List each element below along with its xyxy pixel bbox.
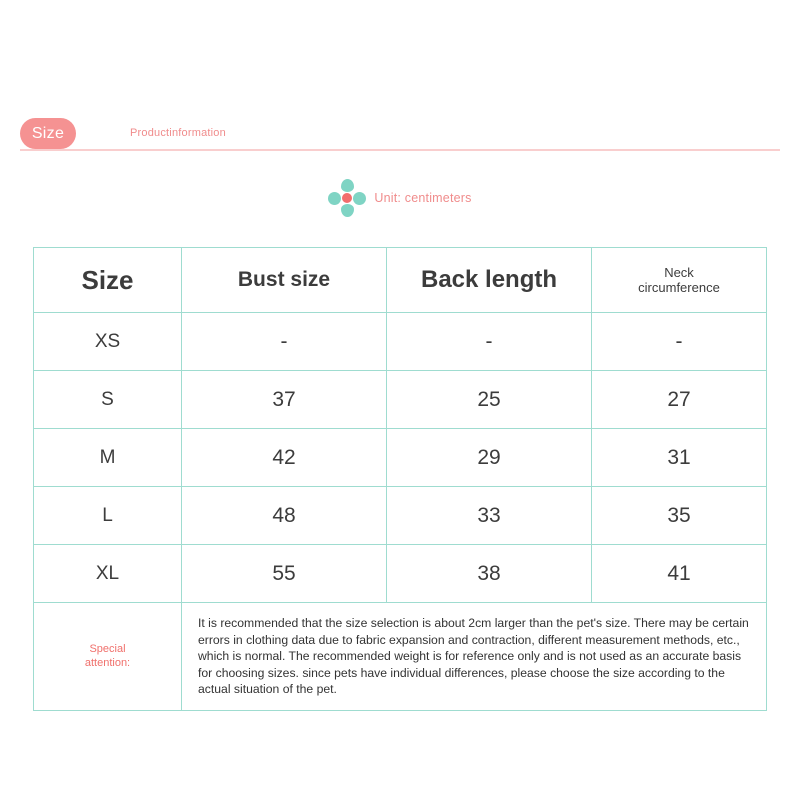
column-header-neck-line1: Neck <box>664 265 694 280</box>
column-header-bust-label: Bust size <box>237 268 331 291</box>
table-row <box>34 429 767 487</box>
flower-petal-right <box>353 192 366 205</box>
cell-back-length: - <box>387 313 592 371</box>
cell-bust: 48 <box>182 487 387 545</box>
size-table <box>33 247 767 711</box>
cell-back-length: 38 <box>387 545 592 603</box>
flower-petal-top <box>341 179 354 192</box>
cell-neck: 41 <box>592 545 767 603</box>
unit-row <box>0 178 800 218</box>
cell-bust: 55 <box>182 545 387 603</box>
cell-neck: 35 <box>592 487 767 545</box>
note-row <box>34 603 767 711</box>
cell-size: L <box>34 487 182 545</box>
cell-neck: - <box>592 313 767 371</box>
flower-icon <box>328 179 366 217</box>
cell-neck: 31 <box>592 429 767 487</box>
cell-size: S <box>34 371 182 429</box>
note-body-text: It is recommended that the size selection is about 2cm larger than the pet's size. There may be certain errors in clothing data due to fabric expansion and contraction, different measurement methods, etc., which is normal. The recommended weight is for reference only and is not used as an accurate basis for choosing sizes. since pets have individual differences, please choose the size according to the actual situation of the pet. <box>198 616 749 696</box>
cell-bust: 37 <box>182 371 387 429</box>
column-header-bust <box>182 248 387 313</box>
table-row <box>34 371 767 429</box>
cell-size: M <box>34 429 182 487</box>
column-header-size <box>34 248 182 313</box>
unit-label: Unit: centimeters <box>374 191 472 205</box>
table-row <box>34 313 767 371</box>
table-row <box>34 487 767 545</box>
note-label-cell <box>34 603 182 711</box>
column-header-back-length-label: Back length <box>420 266 558 293</box>
table-body <box>34 313 767 711</box>
header-divider <box>20 149 780 151</box>
header <box>20 118 780 154</box>
flower-petal-bottom <box>341 204 354 217</box>
note-label-line2: attention: <box>84 657 131 670</box>
size-table-wrap <box>33 247 766 711</box>
table-header <box>34 248 767 313</box>
product-information-label: Productinformation <box>130 127 226 139</box>
size-badge: Size <box>20 118 76 149</box>
cell-bust: - <box>182 313 387 371</box>
cell-back-length: 25 <box>387 371 592 429</box>
column-header-neck <box>592 248 767 313</box>
cell-bust: 42 <box>182 429 387 487</box>
cell-size: XL <box>34 545 182 603</box>
table-header-row <box>34 248 767 313</box>
cell-back-length: 33 <box>387 487 592 545</box>
column-header-back-length <box>387 248 592 313</box>
flower-center <box>342 193 352 203</box>
cell-back-length: 29 <box>387 429 592 487</box>
note-label-line1: Special <box>89 643 126 656</box>
flower-petal-left <box>328 192 341 205</box>
cell-size: XS <box>34 313 182 371</box>
column-header-size-label: Size <box>81 264 134 295</box>
cell-neck: 27 <box>592 371 767 429</box>
column-header-neck-line2: circumference <box>638 280 720 295</box>
note-body-cell <box>182 603 767 711</box>
table-row <box>34 545 767 603</box>
